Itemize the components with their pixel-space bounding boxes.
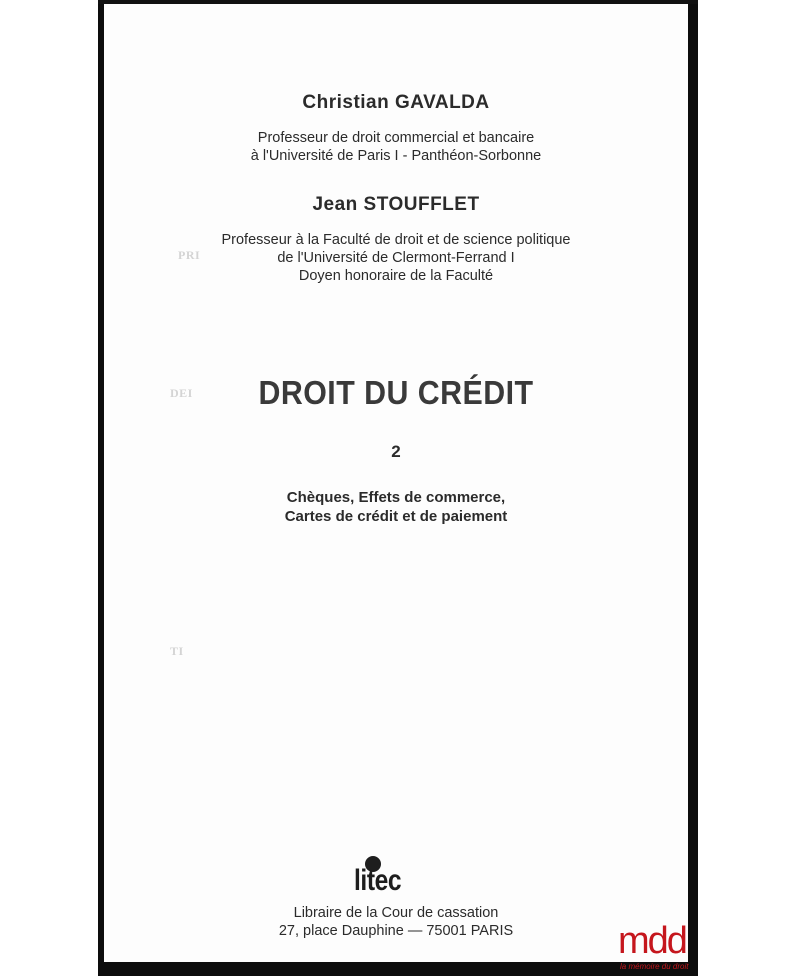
subtitle-line: Chèques, Effets de commerce, bbox=[286, 489, 506, 506]
subtitle-line: Cartes de crédit et de paiement bbox=[284, 508, 508, 525]
publisher-logo bbox=[354, 856, 438, 898]
book-title: DROIT DU CRÉDIT bbox=[258, 374, 534, 411]
author-2-affiliation bbox=[104, 231, 688, 285]
author-1-affiliation bbox=[104, 129, 688, 165]
author-2-name: Jean STOUFFLET bbox=[312, 194, 480, 215]
publisher-line: Libraire de la Cour de cassation bbox=[293, 905, 499, 921]
logo-wordmark: litec bbox=[354, 864, 402, 897]
watermark-tagline: la mémoire du droit bbox=[620, 962, 689, 971]
watermark-logo bbox=[618, 922, 698, 976]
affiliation-line: à l'Université de Paris I - Panthéon-Sorbonne bbox=[250, 148, 542, 164]
scan-right-edge bbox=[688, 0, 698, 976]
publisher-address bbox=[104, 904, 688, 940]
scan-bottom-edge bbox=[98, 962, 698, 976]
affiliation-line: Professeur de droit commercial et bancaire bbox=[257, 130, 535, 146]
bleed-through-text: TI bbox=[170, 644, 184, 658]
affiliation-line: Professeur à la Faculté de droit et de science politique bbox=[221, 232, 571, 248]
publisher-line: 27, place Dauphine — 75001 PARIS bbox=[278, 923, 514, 939]
watermark-letters: mdd bbox=[618, 920, 686, 962]
title-page bbox=[104, 4, 688, 962]
bleed-through-text: PRI bbox=[178, 248, 201, 262]
scan-right-margin bbox=[688, 0, 800, 976]
affiliation-line: de l'Université de Clermont-Ferrand I bbox=[277, 250, 515, 266]
bleed-through-text: DEI bbox=[170, 386, 193, 400]
scan-left-margin bbox=[0, 0, 104, 976]
affiliation-line: Doyen honoraire de la Faculté bbox=[298, 268, 494, 284]
author-1-name: Christian GAVALDA bbox=[302, 92, 490, 113]
volume-number: 2 bbox=[391, 442, 401, 461]
book-subtitle bbox=[104, 488, 688, 526]
